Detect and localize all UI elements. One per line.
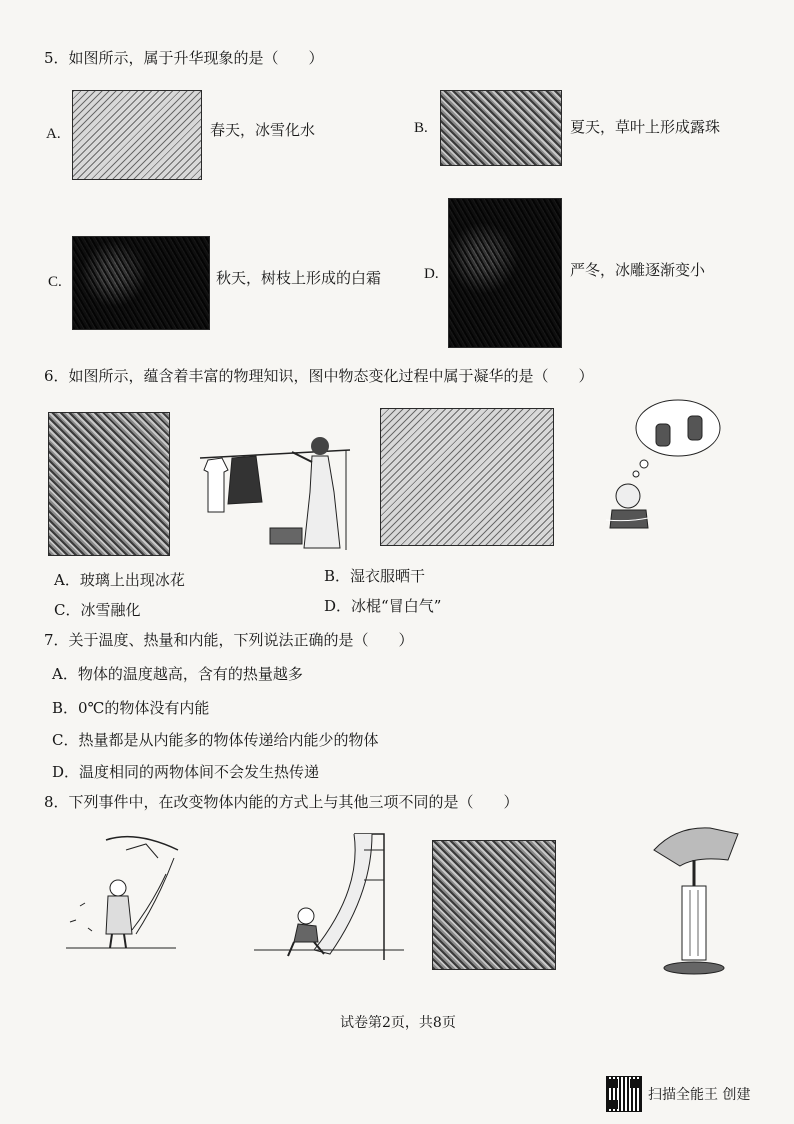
q6-option-c-letter: C．	[54, 601, 81, 619]
q6-option-c-text: 冰雪融化	[80, 601, 141, 619]
q5-option-c-text: 秋天，树枝上形成的白霜	[216, 269, 382, 287]
child-on-slide-drawing-icon	[254, 830, 404, 970]
q7-option-a: A．物体的温度越高，含有的热量越多	[52, 665, 303, 683]
q5-option-a-text: 春天，冰雪化水	[210, 121, 316, 139]
q7-stem: 7．关于温度、热量和内能，下列说法正确的是（ ）	[44, 631, 414, 649]
drying-clothes-drawing-icon	[200, 432, 360, 550]
magnifier-sunlight-photo-icon	[432, 840, 556, 970]
q6-option-b-text: 湿衣服晒干	[350, 567, 426, 585]
q6-stem: 6．如图所示，蕴含着丰富的物理知识，图中物态变化过程中属于凝华的是（ ）	[44, 367, 594, 385]
q6-option-b-letter: B．	[324, 567, 351, 585]
q6-option-c	[54, 600, 141, 620]
q6-option-a-letter: A．	[54, 571, 80, 589]
air-pump-compression-drawing-icon	[640, 820, 750, 980]
q6-option-b	[324, 566, 425, 586]
ice-sculpture-photo-icon	[448, 198, 562, 348]
q5-option-b-letter: B.	[414, 120, 428, 136]
q6-option-d-text: 冰棍“冒白气”	[351, 597, 442, 615]
q6-option-d	[324, 596, 441, 616]
q7-option-d: D．温度相同的两物体间不会发生热传递	[52, 763, 320, 781]
q5-option-d-text: 严冬，冰雕逐渐变小	[570, 261, 706, 279]
q6-option-a-text: 玻璃上出现冰花	[79, 571, 185, 589]
frost-on-branches-photo-icon	[72, 236, 210, 330]
scanner-watermark: 扫描全能王 创建	[648, 1087, 751, 1103]
q7-option-b: B．0℃的物体没有内能	[52, 699, 210, 717]
melting-ice-landscape-photo-icon	[380, 408, 554, 546]
melting-snow-photo-icon	[72, 90, 202, 180]
q6-option-a	[54, 570, 185, 590]
ice-pop-white-steam-drawing-icon	[604, 398, 722, 530]
q8-stem: 8．下列事件中，在改变物体内能的方式上与其他三项不同的是（ ）	[44, 793, 519, 811]
page-number: 试卷第2页，共8页	[340, 1015, 456, 1031]
cold-wind-person-drawing-icon	[66, 830, 186, 960]
q5-option-b-text: 夏天，草叶上形成露珠	[570, 118, 721, 136]
dew-on-grass-photo-icon	[440, 90, 562, 166]
q7-option-c: C．热量都是从内能多的物体传递给内能少的物体	[52, 731, 379, 749]
q5-option-a-letter: A.	[46, 126, 61, 142]
ice-flowers-on-glass-photo-icon	[48, 412, 170, 556]
q5-option-c-letter: C.	[48, 274, 62, 290]
q5-stem: 5．如图所示，属于升华现象的是（ ）	[44, 49, 324, 67]
q6-option-d-letter: D．	[324, 597, 352, 615]
q5-option-d-letter: D.	[424, 266, 439, 282]
qr-code-icon	[606, 1076, 642, 1112]
